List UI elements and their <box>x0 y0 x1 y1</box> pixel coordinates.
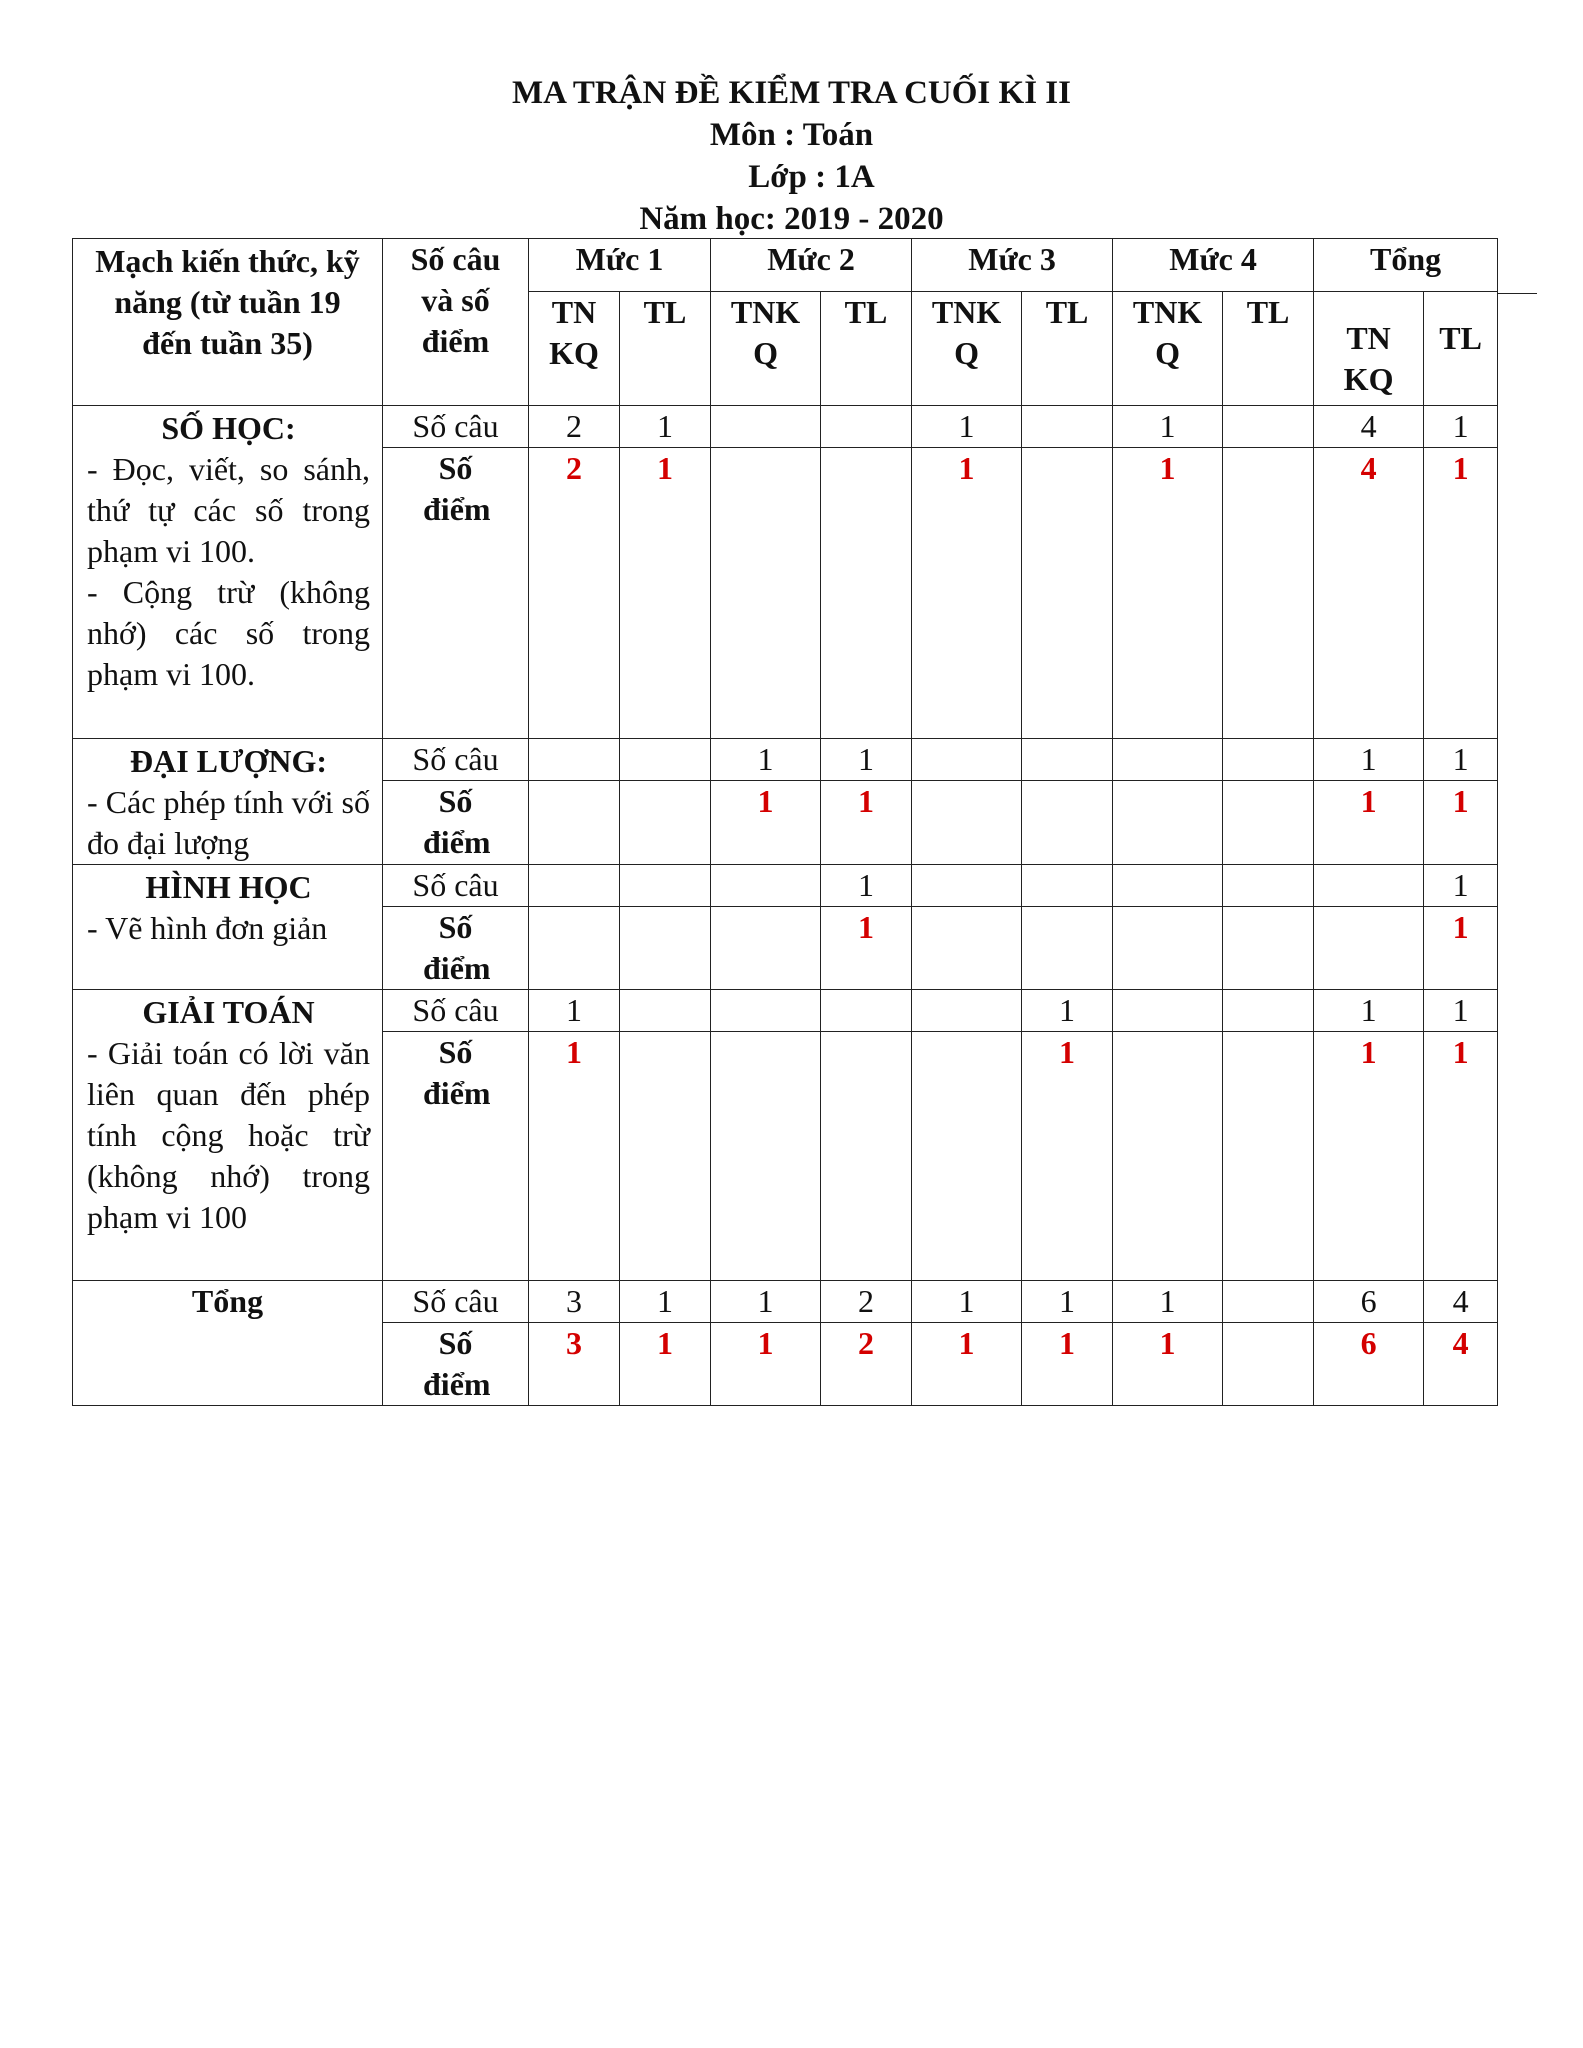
question-count-cell: 1 <box>711 739 821 781</box>
question-count-cell <box>620 990 711 1032</box>
question-count-cell: 1 <box>529 990 620 1032</box>
point-value-cell: 1 <box>1022 1323 1113 1406</box>
question-count-cell: 1 <box>912 1281 1022 1323</box>
header-level-4: Mức 4 <box>1113 239 1314 292</box>
total-row-questions <box>73 1281 1498 1323</box>
question-count-cell <box>1113 739 1223 781</box>
point-value-cell <box>1223 907 1314 990</box>
point-value-cell <box>620 781 711 865</box>
question-count-cell: 1 <box>1314 739 1424 781</box>
point-value-cell: 3 <box>529 1323 620 1406</box>
question-count-cell: 1 <box>821 739 912 781</box>
point-value-cell <box>1022 448 1113 739</box>
point-value-cell <box>1223 448 1314 739</box>
point-value-cell: 6 <box>1314 1323 1424 1406</box>
point-value-cell: 1 <box>620 448 711 739</box>
question-count-cell <box>1223 1281 1314 1323</box>
title-line-2: Môn : Toán <box>709 117 874 153</box>
header-sub-2: TL <box>620 292 711 406</box>
test-matrix-table <box>72 238 1498 1406</box>
header-sub-8: TL <box>1223 292 1314 406</box>
point-value-cell: 1 <box>1314 1032 1424 1281</box>
header-sub-3: TNK Q <box>711 292 821 406</box>
question-count-cell <box>1223 406 1314 448</box>
point-value-cell: 4 <box>1424 1323 1498 1406</box>
label-so-cau: Số câu <box>383 406 529 448</box>
question-count-cell <box>821 990 912 1032</box>
question-count-cell: 1 <box>1022 990 1113 1032</box>
total-label: Tổng <box>73 1281 383 1406</box>
header-sub-6: TL <box>1022 292 1113 406</box>
document-title <box>0 72 1583 240</box>
point-value-cell: 1 <box>912 448 1022 739</box>
point-value-cell: 1 <box>620 1323 711 1406</box>
question-count-cell: 1 <box>1314 990 1424 1032</box>
point-value-cell <box>1223 781 1314 865</box>
point-value-cell: 4 <box>1314 448 1424 739</box>
header-sub-10: TL <box>1424 292 1498 406</box>
label-so-diem: Số điểm <box>383 781 529 865</box>
section-row-questions <box>73 406 1498 448</box>
point-value-cell <box>912 907 1022 990</box>
header-level-2: Mức 2 <box>711 239 912 292</box>
point-value-cell <box>1314 907 1424 990</box>
skill-cell <box>73 990 383 1281</box>
skill-description: - Các phép tính với số đo đại lượng <box>87 784 370 861</box>
skill-cell <box>73 865 383 990</box>
question-count-cell: 2 <box>821 1281 912 1323</box>
question-count-cell <box>711 865 821 907</box>
question-count-cell: 1 <box>711 1281 821 1323</box>
point-value-cell: 1 <box>529 1032 620 1281</box>
point-value-cell: 1 <box>1314 781 1424 865</box>
question-count-cell: 1 <box>912 406 1022 448</box>
header-sub-5: TNK Q <box>912 292 1022 406</box>
point-value-cell: 1 <box>711 781 821 865</box>
point-value-cell: 1 <box>1113 448 1223 739</box>
skill-cell <box>73 739 383 865</box>
question-count-cell: 1 <box>1113 1281 1223 1323</box>
point-value-cell: 1 <box>1424 448 1498 739</box>
point-value-cell: 1 <box>1424 907 1498 990</box>
question-count-cell: 1 <box>821 865 912 907</box>
point-value-cell <box>1223 1032 1314 1281</box>
question-count-cell <box>1223 990 1314 1032</box>
skill-title: GIẢI TOÁN <box>142 994 315 1030</box>
point-value-cell: 1 <box>1022 1032 1113 1281</box>
question-count-cell: 1 <box>1113 406 1223 448</box>
question-count-cell <box>1022 865 1113 907</box>
question-count-cell <box>711 406 821 448</box>
label-so-diem: Số điểm <box>383 448 529 739</box>
question-count-cell <box>1113 865 1223 907</box>
skill-description: - Giải toán có lời văn liên quan đến phép tính cộng hoặc trừ (không nhớ) trong phạm vi 100 <box>87 1035 370 1235</box>
skill-title: HÌNH HỌC <box>145 869 312 905</box>
point-value-cell <box>912 781 1022 865</box>
header-sub-9: TN KQ <box>1314 292 1424 406</box>
question-count-cell <box>821 406 912 448</box>
point-value-cell: 1 <box>821 907 912 990</box>
question-count-cell: 6 <box>1314 1281 1424 1323</box>
header-sub-1: TN KQ <box>529 292 620 406</box>
header-skill: Mạch kiến thức, kỹ năng (từ tuần 19 đến tuần 35) <box>73 239 383 406</box>
point-value-cell <box>711 1032 821 1281</box>
question-count-cell: 4 <box>1424 1281 1498 1323</box>
point-value-cell <box>711 448 821 739</box>
label-so-diem: Số điểm <box>383 1032 529 1281</box>
question-count-cell: 1 <box>1424 406 1498 448</box>
question-count-cell <box>1113 990 1223 1032</box>
question-count-cell: 1 <box>1424 865 1498 907</box>
skill-description: - Vẽ hình đơn giản <box>87 910 328 946</box>
point-value-cell: 2 <box>529 448 620 739</box>
header-stub-line <box>1497 293 1537 294</box>
point-value-cell: 1 <box>1424 781 1498 865</box>
question-count-cell <box>620 739 711 781</box>
point-value-cell: 1 <box>821 781 912 865</box>
question-count-cell: 1 <box>620 1281 711 1323</box>
point-value-cell <box>1113 907 1223 990</box>
label-so-cau: Số câu <box>383 990 529 1032</box>
point-value-cell <box>529 907 620 990</box>
label-so-diem: Số điểm <box>383 907 529 990</box>
question-count-cell <box>620 865 711 907</box>
point-value-cell <box>529 781 620 865</box>
point-value-cell: 1 <box>1113 1323 1223 1406</box>
point-value-cell <box>1113 1032 1223 1281</box>
header-sub-7: TNK Q <box>1113 292 1223 406</box>
question-count-cell: 1 <box>1022 1281 1113 1323</box>
point-value-cell <box>1113 781 1223 865</box>
question-count-cell <box>912 739 1022 781</box>
point-value-cell: 1 <box>912 1323 1022 1406</box>
question-count-cell <box>529 865 620 907</box>
question-count-cell: 2 <box>529 406 620 448</box>
skill-cell <box>73 406 383 739</box>
header-count: Số câu và số điểm <box>383 239 529 406</box>
title-line-1: MA TRẬN ĐỀ KIỂM TRA CUỐI KÌ II <box>512 75 1071 111</box>
header-level-1: Mức 1 <box>529 239 711 292</box>
question-count-cell: 1 <box>1424 739 1498 781</box>
label-so-diem: Số điểm <box>383 1323 529 1406</box>
point-value-cell <box>620 907 711 990</box>
label-so-cau: Số câu <box>383 739 529 781</box>
skill-title: ĐẠI LƯỢNG: <box>129 743 328 779</box>
header-sub-4: TL <box>821 292 912 406</box>
point-value-cell: 2 <box>821 1323 912 1406</box>
point-value-cell: 1 <box>711 1323 821 1406</box>
header-level-3: Mức 3 <box>912 239 1113 292</box>
question-count-cell <box>1314 865 1424 907</box>
point-value-cell <box>821 448 912 739</box>
label-so-cau: Số câu <box>383 865 529 907</box>
question-count-cell <box>1022 739 1113 781</box>
question-count-cell <box>1223 865 1314 907</box>
skill-title: SỐ HỌC: <box>161 410 296 446</box>
point-value-cell: 1 <box>1424 1032 1498 1281</box>
question-count-cell <box>912 990 1022 1032</box>
question-count-cell <box>529 739 620 781</box>
skill-description: - Đọc, viết, so sánh, thứ tự các số trong phạm vi 100. - Cộng trừ (không nhớ) các số trong phạm vi 100. <box>87 451 370 692</box>
question-count-cell: 1 <box>1424 990 1498 1032</box>
header-total: Tổng <box>1314 239 1498 292</box>
question-count-cell <box>1022 406 1113 448</box>
label-so-cau: Số câu <box>383 1281 529 1323</box>
section-row-questions <box>73 865 1498 907</box>
point-value-cell <box>1022 781 1113 865</box>
question-count-cell <box>912 865 1022 907</box>
point-value-cell <box>912 1032 1022 1281</box>
question-count-cell <box>1223 739 1314 781</box>
section-row-questions <box>73 739 1498 781</box>
header-row-levels <box>73 239 1498 292</box>
question-count-cell: 1 <box>620 406 711 448</box>
title-line-4: Năm học: 2019 - 2020 <box>639 201 944 237</box>
point-value-cell <box>1223 1323 1314 1406</box>
section-row-questions <box>73 990 1498 1032</box>
title-line-3: Lớp : 1A <box>748 159 875 195</box>
question-count-cell: 3 <box>529 1281 620 1323</box>
question-count-cell: 4 <box>1314 406 1424 448</box>
question-count-cell <box>711 990 821 1032</box>
point-value-cell <box>1022 907 1113 990</box>
point-value-cell <box>711 907 821 990</box>
point-value-cell <box>821 1032 912 1281</box>
point-value-cell <box>620 1032 711 1281</box>
